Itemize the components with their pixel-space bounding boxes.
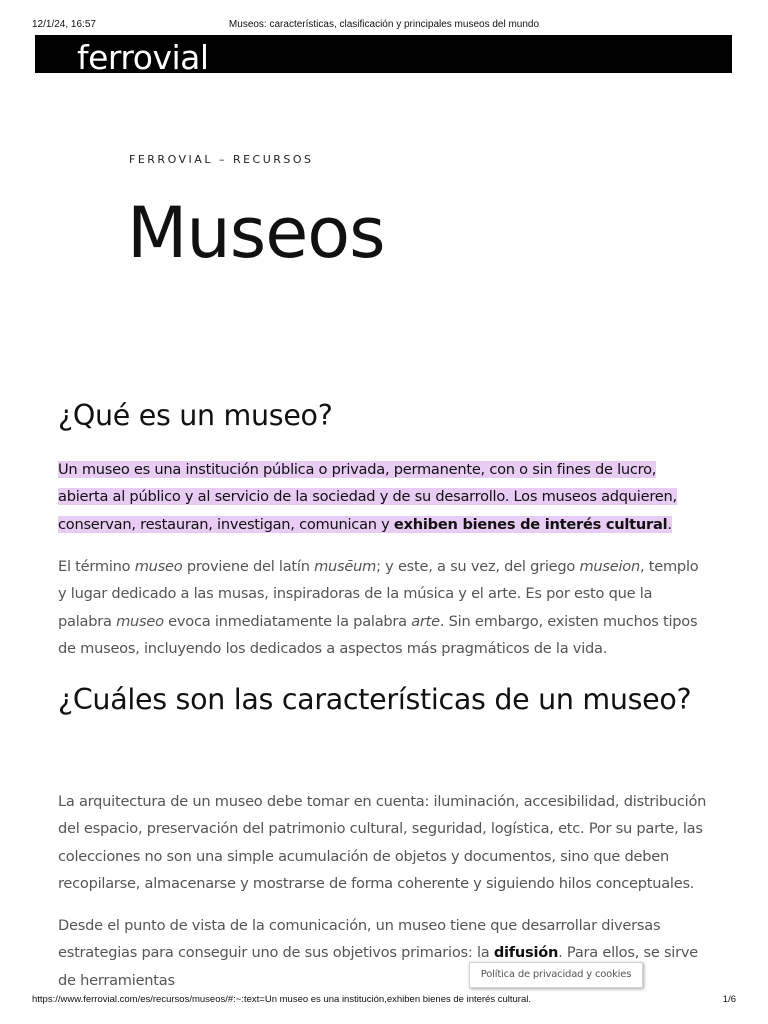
italic-term: museion — [579, 558, 640, 575]
italic-term: musēum — [314, 558, 377, 575]
italic-term: museo — [134, 558, 183, 575]
paragraph-text-end: . — [667, 515, 672, 533]
bold-text: exhiben bienes de interés cultural — [393, 515, 668, 533]
page-title: Museos — [127, 192, 385, 274]
site-header-bar — [35, 35, 732, 73]
text-run: . Para ellos, se sirve de herramientas — [58, 944, 698, 989]
ferrovial-logo[interactable]: ferrovial — [77, 38, 209, 73]
paragraph-etymology — [58, 553, 708, 662]
privacy-cookies-button[interactable]: Política de privacidad y cookies — [469, 962, 643, 988]
print-footer — [0, 994, 768, 1008]
section-heading-caracteristicas: ¿Cuáles son las características de un museo? — [58, 683, 692, 716]
breadcrumb: FERROVIAL – RECURSOS — [129, 153, 314, 166]
print-url: https://www.ferrovial.com/es/recursos/museos/#:~:text=Un museo es una institución,exhiben bienes de interés cultural. — [32, 994, 531, 1005]
text-run: Desde el punto de vista de la comunicación, un museo tiene que desarrollar diversas estrategias para conseguir uno de sus objetivos primarios: la — [58, 917, 661, 962]
text-highlight — [58, 461, 677, 533]
section-heading-que-es: ¿Qué es un museo? — [58, 399, 333, 432]
print-date: 12/1/24, 16:57 — [32, 19, 96, 30]
text-run: evoca inmediatamente la palabra — [163, 612, 412, 630]
page-number: 1/6 — [722, 994, 736, 1005]
highlighted-paragraph — [58, 456, 708, 538]
print-document-title: Museos: características, clasificación y principales museos del mundo — [228, 19, 540, 30]
text-run: ; y este, a su vez, del griego — [376, 558, 580, 575]
text-run: proviene del latín — [182, 558, 315, 575]
paragraph-text: Un museo es una institución pública o privada, permanente, con o sin fines de lucro, abierta al público y al servicio de la sociedad y de su desarrollo. Los museos adquieren, conservan, restauran, investigan, comunican y — [58, 461, 677, 533]
paragraph-architecture: La arquitectura de un museo debe tomar en cuenta: iluminación, accesibilidad, distribución del espacio, preservación del patrimonio cultural, seguridad, logística, etc. Por su parte, las colecciones no son una simple acumulación de objetos y documentos, sino que deben recopilarse, almacenarse y mostrarse de forma coherente y siguiendo hilos conceptuales. — [58, 793, 707, 892]
print-header — [0, 14, 768, 34]
text-run: , templo y lugar dedicado a las musas, inspiradoras de la música y el arte. Es por esto que la palabra — [58, 558, 699, 630]
italic-term: museo — [116, 612, 164, 630]
italic-term: arte — [411, 612, 440, 630]
text-run: . Sin embargo, existen muchos tipos de museos, incluyendo los dedicados a aspectos más pragmáticos de la vida. — [58, 612, 698, 657]
text-run: El término — [58, 558, 135, 575]
bold-text: difusión — [493, 944, 559, 962]
